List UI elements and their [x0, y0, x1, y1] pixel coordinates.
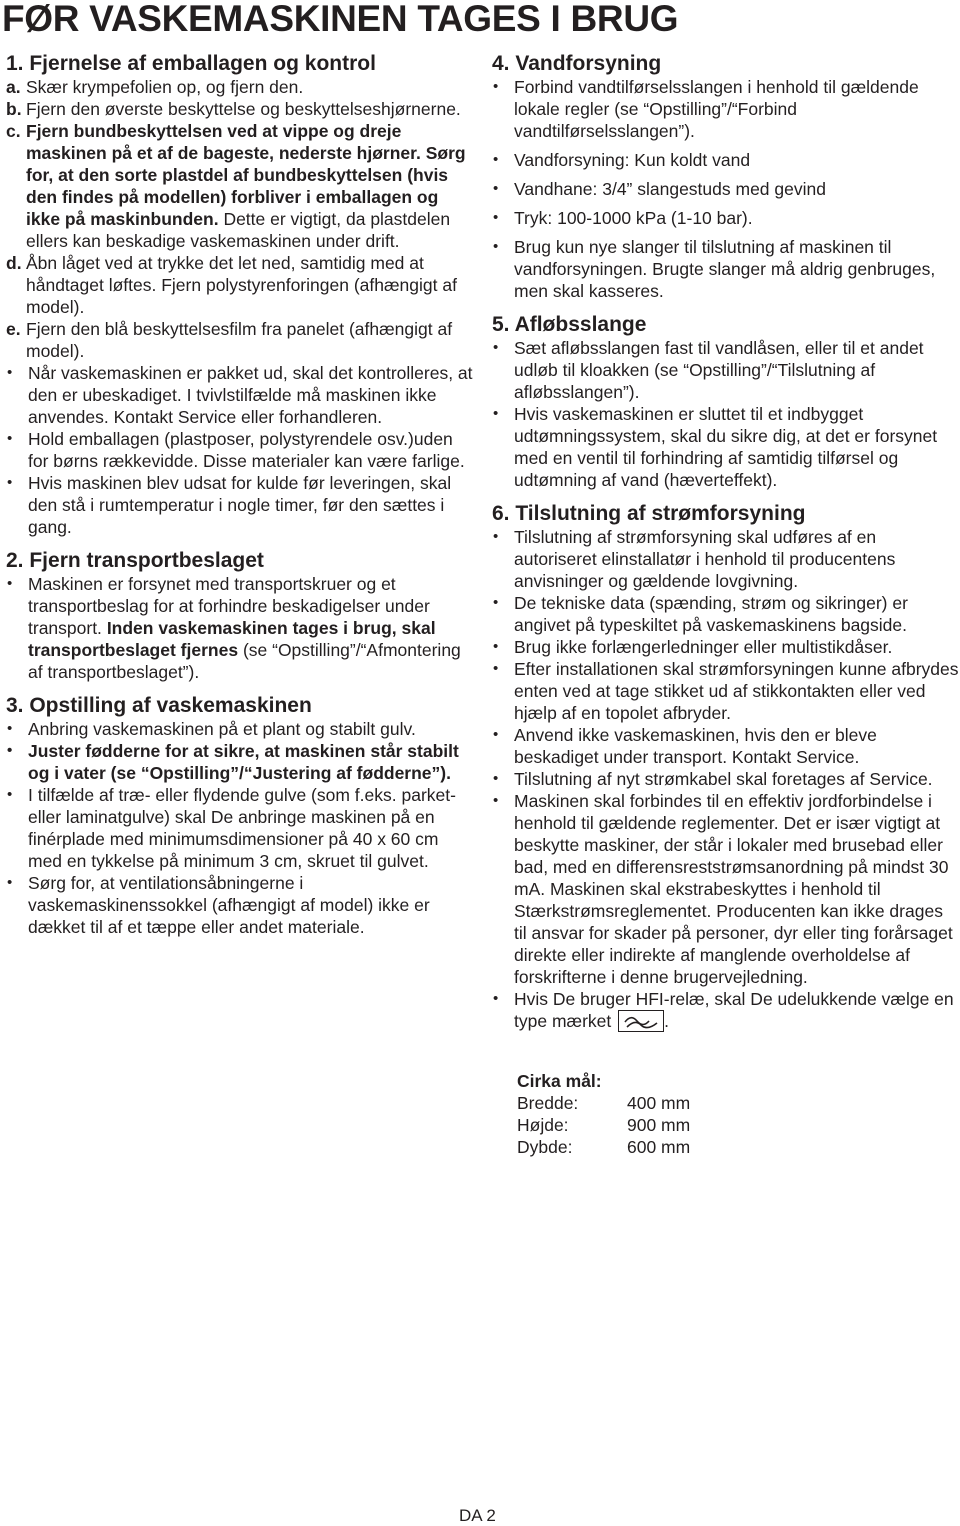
s6-bullet: • De tekniske data (spænding, strøm og sikringer) er angivet på typeskiltet på vaskemaskinens bagside.	[492, 592, 960, 636]
dimensions-title: Cirka mål:	[517, 1071, 602, 1091]
s4-bullet: • Vandforsyning: Kun koldt vand	[492, 149, 960, 171]
section-5-heading: 5. Afløbsslange	[492, 313, 647, 336]
dimension-row	[517, 1114, 960, 1136]
step-a-letter: a.	[6, 77, 21, 97]
step-b-letter: b.	[6, 99, 22, 119]
section-1-heading: 1. Fjernelse af emballagen og kontrol	[6, 52, 376, 75]
s4-bullet: • Tryk: 100-1000 kPa (1-10 bar).	[492, 207, 960, 229]
step-e-text: Fjern den blå beskyttelsesfilm fra panelet (afhængigt af model).	[26, 319, 453, 361]
step-b	[6, 98, 476, 120]
step-b-text: Fjern den øverste beskyttelse og beskyttelseshjørnerne.	[26, 99, 461, 119]
s4-bullet: • Vandhane: 3/4” slangestuds med gevind	[492, 178, 960, 200]
section-2-heading: 2. Fjern transportbeslaget	[6, 549, 264, 572]
s4-bullet: • Forbind vandtilførselsslangen i henhold til gældende lokale regler (se “Opstilling”/“Forbind vandtilførselsslangen”).	[492, 76, 960, 142]
hfi-text: Hvis De bruger HFI-relæ, skal De udelukkende vælge en type mærket	[514, 989, 954, 1031]
dimension-label: Bredde:	[517, 1093, 579, 1113]
s2-text-end: (se “Opstilling”/“Afmontering af transportbeslaget”).	[28, 640, 461, 682]
dimension-value: 600 mm	[627, 1137, 691, 1157]
s5-bullet: • Sæt afløbsslangen fast til vandlåsen, eller til et andet udløb til kloakken (se “Opstilling”/“Tilslutning af afløbsslangen”).	[492, 337, 960, 403]
left-column	[6, 52, 476, 938]
step-d-text: Åbn låget ved at trykke det let ned, samtidig med at håndtaget løftes. Fjern polystyrenforingen (afhængigt af model).	[26, 253, 457, 317]
s3-bullet-bold: • Juster fødderne for at sikre, at maskinen står stabilt og i vater (se “Opstilling”/“Justering af fødderne”).	[6, 740, 476, 784]
s3-bullet: • Sørg for, at ventilationsåbningerne i vaskemaskinenssokkel (afhængigt af model) ikke er dækket til af et tæppe eller andet materiale.	[6, 872, 476, 938]
dimension-row	[517, 1092, 960, 1114]
dimensions-block	[517, 1070, 960, 1158]
s6-bullet-hfi	[492, 988, 960, 1032]
step-e	[6, 318, 476, 362]
step-e-letter: e.	[6, 319, 21, 339]
section-3-heading: 3. Opstilling af vaskemaskinen	[6, 694, 312, 717]
section-6-heading: 6. Tilslutning af strømforsyning	[492, 502, 806, 525]
s1-bullet: • Hold emballagen (plastposer, polystyrendele osv.)uden for børns rækkevidde. Disse materialer kan være farlige.	[6, 428, 476, 472]
s6-bullet: • Brug ikke forlængerledninger eller multistikdåser.	[492, 636, 960, 658]
s2-bold-text: Inden vaskemaskinen tages i brug, skal transportbeslaget fjernes	[28, 618, 436, 660]
dimension-label: Dybde:	[517, 1137, 573, 1157]
s1-bullet: • Når vaskemaskinen er pakket ud, skal det kontrolleres, at den er ubeskadiget. I tvivlstilfælde må maskinen ikke anvendes. Kontakt Service eller forhandleren.	[6, 362, 476, 428]
step-c-letter: c.	[6, 121, 21, 141]
dimension-value: 900 mm	[627, 1115, 691, 1135]
step-d-letter: d.	[6, 253, 22, 273]
s2-bullet	[6, 573, 476, 683]
s6-bullet: • Maskinen skal forbindes til en effektiv jordforbindelse i henhold til gældende reglementer. Det er især vigtigt at beskytte maskiner, der står i lokaler med brusebad eller bad, med en differensreststrømsanordning på mindst 30 mA. Maskinen skal ekstrabeskyttes i henhold til Stærkstrømsreglementet. Producenten kan ikke drages til ansvar for skader på personer, dyr eller ting forårsaget direkte eller indirekte af manglende overholdelse af forskrifterne i denne brugervejledning.	[492, 790, 960, 988]
s1-bullet: • Hvis maskinen blev udsat for kulde før leveringen, skal den stå i rumtemperatur i nogle timer, før den sættes i gang.	[6, 472, 476, 538]
s3-bullet: • Anbring vaskemaskinen på et plant og stabilt gulv.	[6, 718, 476, 740]
s5-bullet: • Hvis vaskemaskinen er sluttet til et indbygget udtømningssystem, skal du sikre dig, at det er forsynet med en ventil til forhindring af samtidig tilførsel og udtømning af vand (hæverteffekt).	[492, 403, 960, 491]
page-number: DA 2	[459, 1506, 496, 1525]
s4-bullet: • Brug kun nye slanger til tilslutning af maskinen til vandforsyningen. Brugte slanger må aldrig genbruges, men skal kasseres.	[492, 236, 960, 302]
step-c-bold-text: Fjern bundbeskyttelsen ved at vippe og dreje maskinen på et af de bageste, nederste hjørner. Sørg for, at den sorte plastdel af bundbeskyttelsen (hvis den findes på modellen) forbliver i emballagen og ikke på maskinbunden.	[26, 121, 466, 229]
s2-text: Maskinen er forsynet med transportskruer og et transportbeslag for at forhindre beskadigelser under transport.	[28, 574, 430, 638]
step-d	[6, 252, 476, 318]
right-column	[492, 52, 960, 1158]
section-4-heading: 4. Vandforsyning	[492, 52, 662, 75]
s6-bullet: • Tilslutning af strømforsyning skal udføres af en autoriseret elinstallatør i henhold til producentens anvisninger og gældende lovgivning.	[492, 526, 960, 592]
hfi-text-end: .	[664, 1011, 669, 1031]
s3-bullet: • I tilfælde af træ- eller flydende gulve (som f.eks. parket- eller laminatgulve) skal De anbringe maskinen på en finérplade med minimumsdimensioner på 40 x 60 cm med en tykkelse på minimum 3 cm, skruet til gulvet.	[6, 784, 476, 872]
step-c	[6, 120, 476, 252]
s6-bullet: • Efter installationen skal strømforsyningen kunne afbrydes enten ved at tage stikket ud af stikkontakten eller ved hjælp af en topolet afbryder.	[492, 658, 960, 724]
step-a	[6, 76, 476, 98]
page-title: FØR VASKEMASKINEN TAGES I BRUG	[2, 0, 679, 39]
s6-bullet: • Anvend ikke vaskemaskinen, hvis den er bleve beskadiget under transport. Kontakt Service.	[492, 724, 960, 768]
s6-bullet: • Tilslutning af nyt strømkabel skal foretages af Service.	[492, 768, 960, 790]
hfi-type-a-symbol-icon	[618, 1010, 664, 1032]
dimension-value: 400 mm	[627, 1093, 691, 1113]
dimension-row	[517, 1136, 960, 1158]
step-a-text: Skær krympefolien op, og fjern den.	[26, 77, 304, 97]
step-c-text: Dette er vigtigt, da plastdelen ellers kan beskadige vaskemaskinen under drift.	[26, 209, 451, 251]
dimension-label: Højde:	[517, 1115, 569, 1135]
